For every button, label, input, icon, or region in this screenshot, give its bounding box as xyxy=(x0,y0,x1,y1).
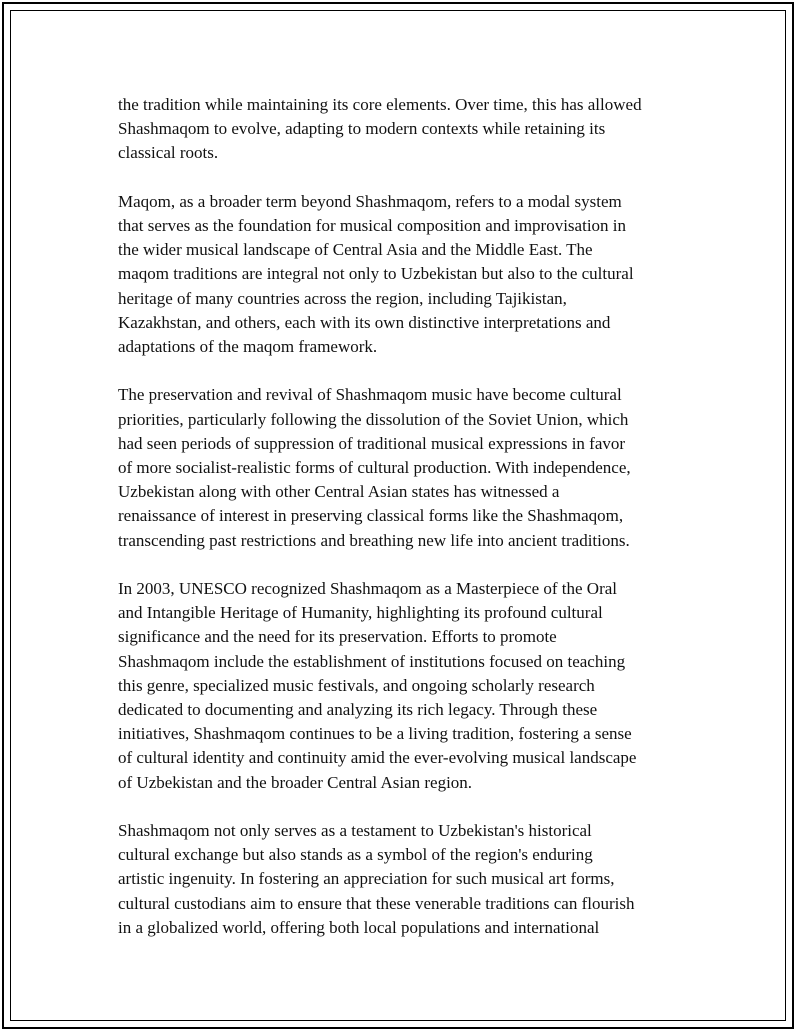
paragraph-3 xyxy=(118,383,698,552)
text-line: the wider musical landscape of Central Asia and the Middle East. The xyxy=(118,240,593,260)
paragraph-2 xyxy=(118,190,698,359)
text-line: In 2003, UNESCO recognized Shashmaqom as a Masterpiece of the Oral xyxy=(118,579,618,599)
text-line: of more socialist-realistic forms of cultural production. With independence, xyxy=(118,458,631,478)
paragraph-4 xyxy=(118,577,698,795)
text-line: initiatives, Shashmaqom continues to be a living tradition, fostering a sense xyxy=(118,724,632,744)
text-line: renaissance of interest in preserving classical forms like the Shashmaqom, xyxy=(118,506,624,526)
text-line: maqom traditions are integral not only to Uzbekistan but also to the cultural xyxy=(118,264,634,284)
text-line: this genre, specialized music festivals, and ongoing scholarly research xyxy=(118,675,595,695)
text-line: transcending past restrictions and breathing new life into ancient traditions. xyxy=(118,530,630,550)
text-line: Shashmaqom not only serves as a testament to Uzbekistan's historical xyxy=(118,821,592,841)
text-line: Shashmaqom include the establishment of institutions focused on teaching xyxy=(118,651,626,671)
text-line: The preservation and revival of Shashmaqom music have become cultural xyxy=(118,385,622,405)
text-line: priorities, particularly following the dissolution of the Soviet Union, which xyxy=(118,409,629,429)
text-line: artistic ingenuity. In fostering an appreciation for such musical art forms, xyxy=(118,869,615,889)
text-line: of Uzbekistan and the broader Central Asian region. xyxy=(118,772,473,792)
text-line: had seen periods of suppression of traditional musical expressions in favor xyxy=(118,433,626,453)
text-line: the tradition while maintaining its core elements. Over time, this has allowed xyxy=(118,95,642,114)
text-line: Shashmaqom to evolve, adapting to modern contexts while retaining its xyxy=(118,119,606,139)
document-body xyxy=(118,93,698,964)
text-line: of cultural identity and continuity amid the ever-evolving musical landscape xyxy=(118,748,637,768)
text-line: Kazakhstan, and others, each with its own distinctive interpretations and xyxy=(118,312,611,332)
text-line: that serves as the foundation for musical composition and improvisation in xyxy=(118,216,627,235)
text-line: cultural custodians aim to ensure that these venerable traditions can flourish xyxy=(118,893,635,913)
text-line: heritage of many countries across the region, including Tajikistan, xyxy=(118,288,567,308)
text-line: significance and the need for its preservation. Efforts to promote xyxy=(118,627,557,647)
text-line: Maqom, as a broader term beyond Shashmaqom, refers to a modal system xyxy=(118,191,622,211)
paragraph-5 xyxy=(118,819,698,940)
text-line: dedicated to documenting and analyzing its rich legacy. Through these xyxy=(118,700,598,720)
text-line: Uzbekistan along with other Central Asian states has witnessed a xyxy=(118,482,560,502)
text-line: and Intangible Heritage of Humanity, highlighting its profound cultural xyxy=(118,603,603,623)
paragraph-1 xyxy=(118,93,698,166)
text-line: classical roots. xyxy=(118,143,219,163)
text-line: cultural exchange but also stands as a symbol of the region's enduring xyxy=(118,845,593,865)
text-line: in a globalized world, offering both local populations and international xyxy=(118,917,600,937)
text-line: adaptations of the maqom framework. xyxy=(118,337,378,357)
